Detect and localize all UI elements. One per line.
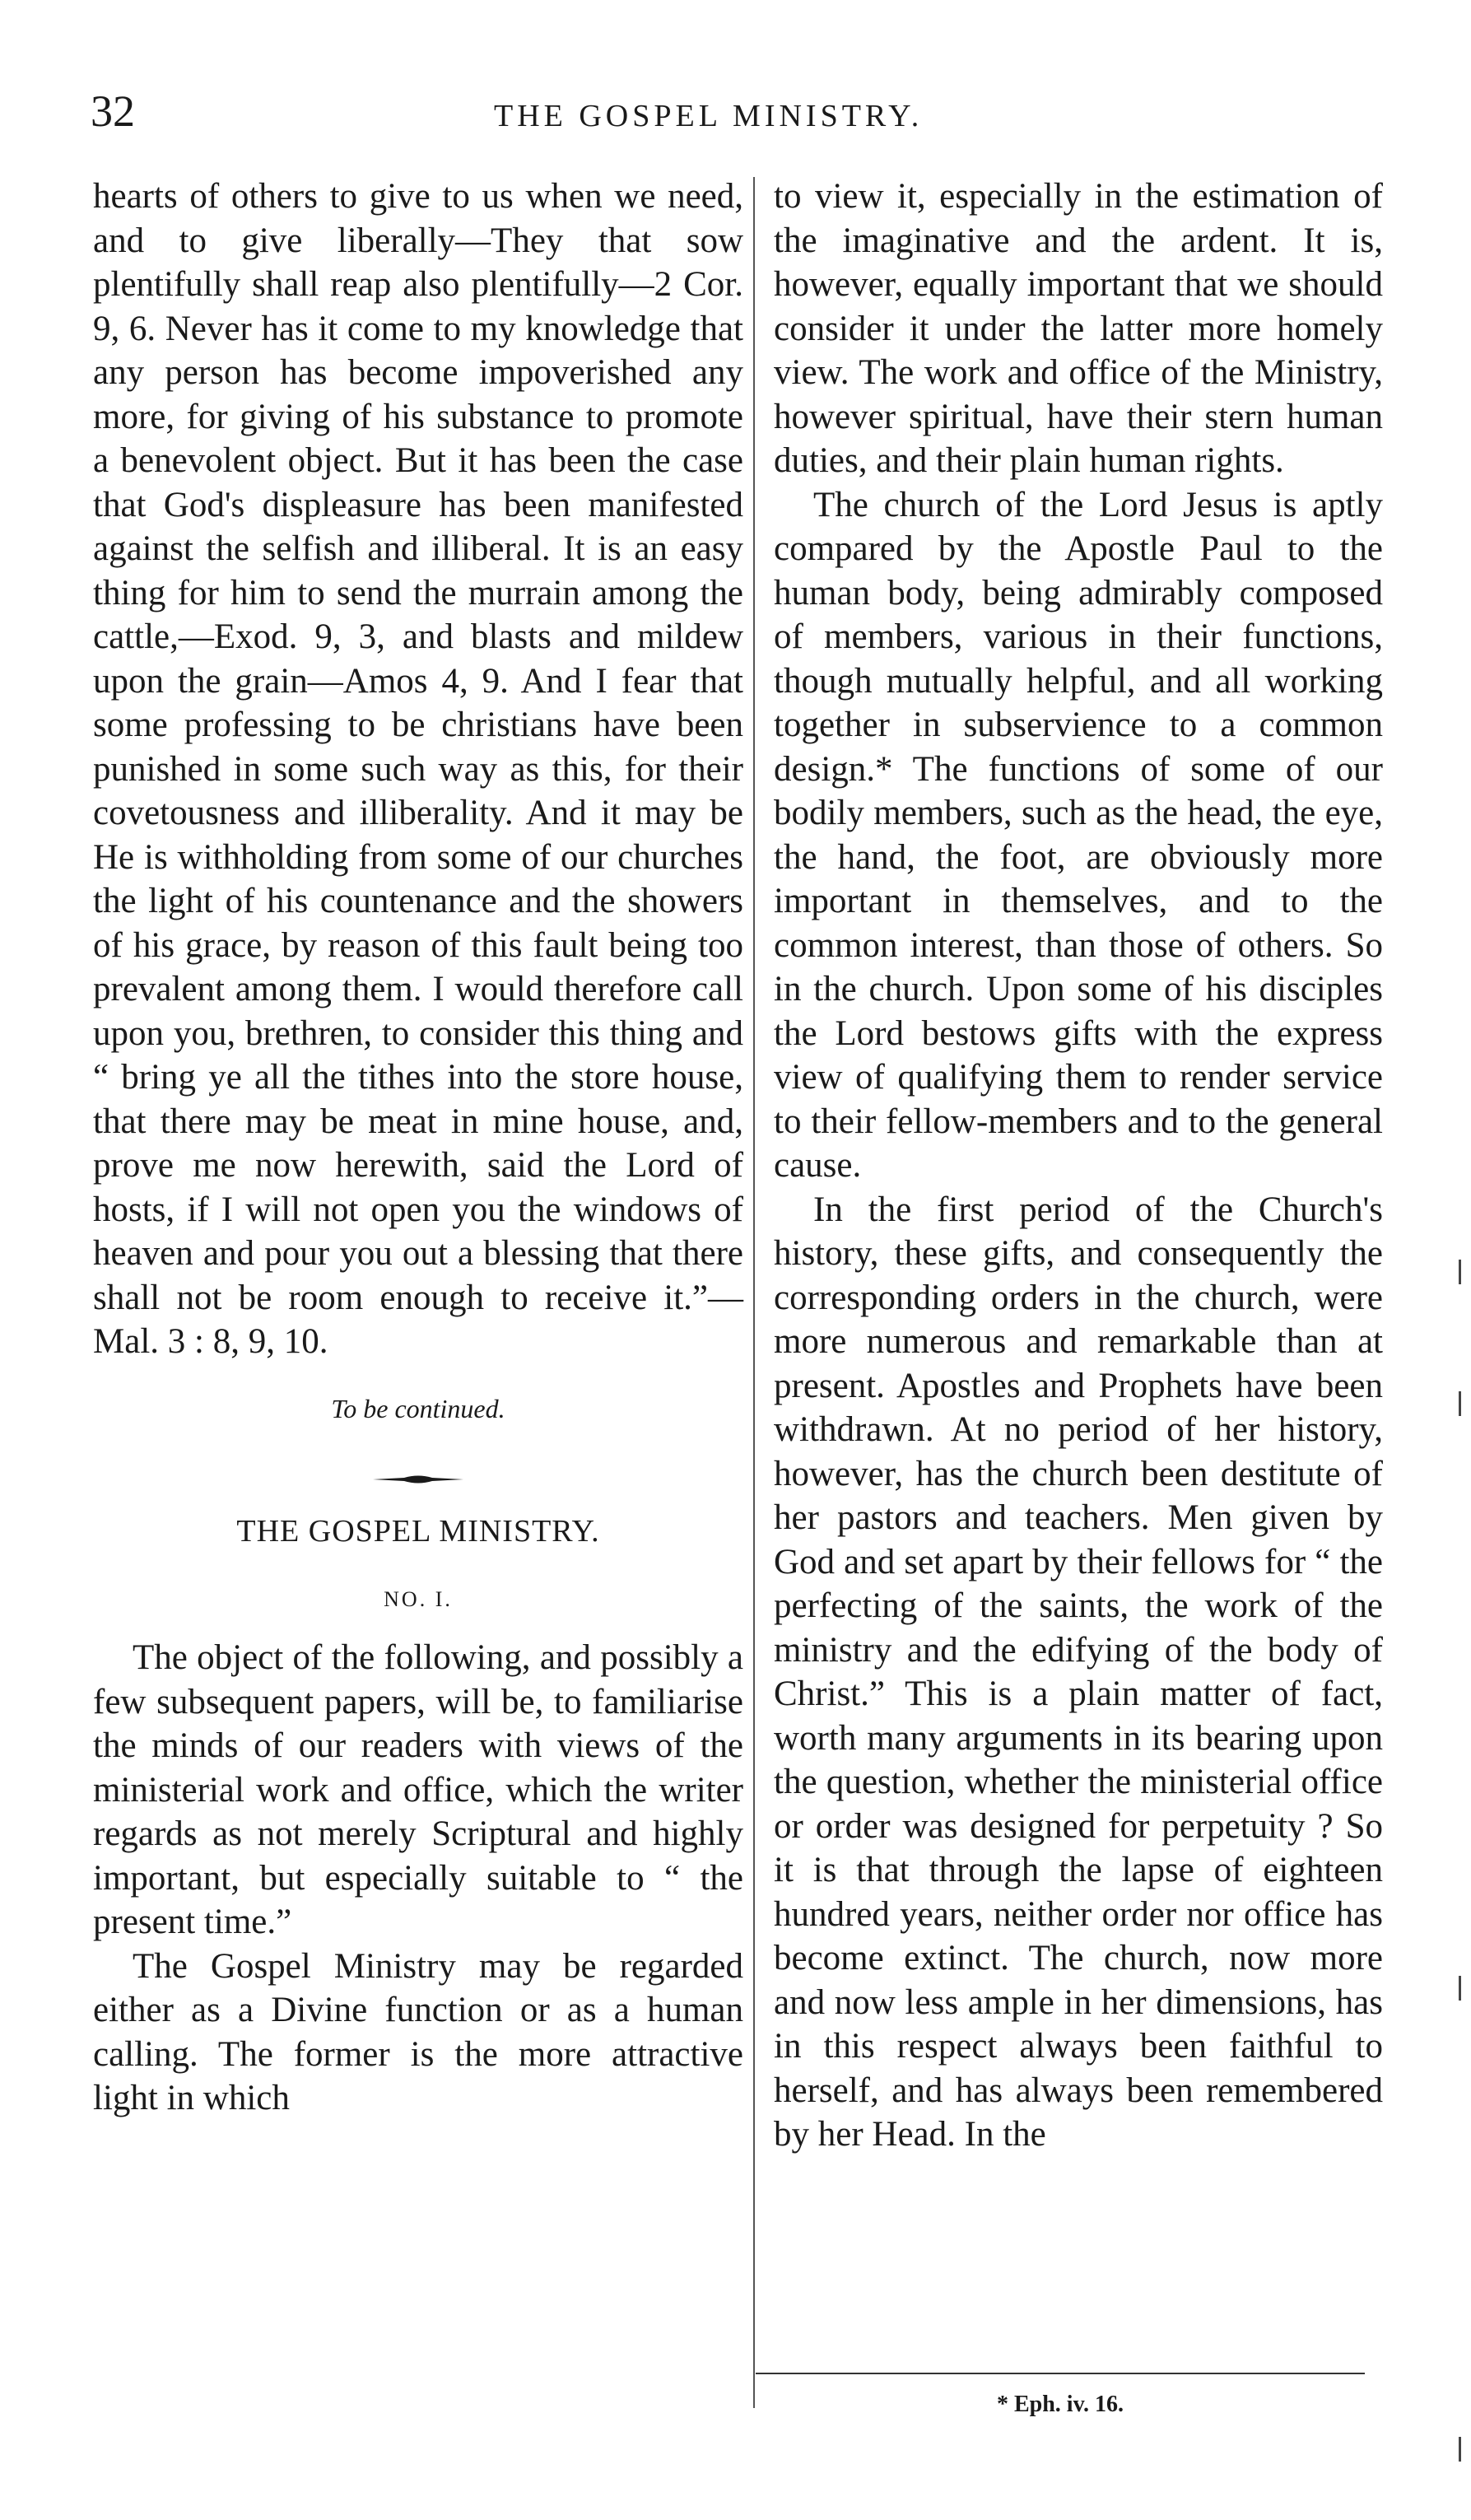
left-paragraph-3: The Gospel Ministry may be regarded either as a Divine function or as a human calling. The former is the more attractive light in which [93, 1946, 743, 2117]
page-edge-mark [1459, 1391, 1461, 1416]
section-title: THE GOSPEL MINISTRY. [236, 1514, 600, 1549]
left-paragraph-2: The object of the following, and possibly a few subsequent papers, will be, to familiarise the minds of our readers with views of the ministerial work and office, which the writer regards as not merely Scriptural and highly important, but especially suitable to “ the present time.” [93, 1638, 743, 1941]
footnote-rule [756, 2373, 1365, 2374]
footnote: * Eph. iv. 16. [996, 2392, 1124, 2417]
page-number: 32 [91, 86, 135, 136]
section-divider-ornament [93, 1474, 743, 1485]
left-column [93, 175, 743, 2121]
page-header [0, 82, 1471, 140]
running-title: THE GOSPEL MINISTRY. [494, 99, 924, 133]
continued-note: To be continued. [331, 1393, 505, 1423]
page-edge-mark [1459, 1260, 1461, 1284]
left-paragraph-1: hearts of others to give to us when we need, and to give liberally—They that sow plentifully shall reap also plentifully—2 Cor. 9, 6. Never has it come to my knowledge that any person has become impoverished any more, for giving of his substance to promote a benevolent object. But it has been the case that God's displeasure has been manifested against the selfish and illiberal. It is an easy thing for him to send the murrain among the cattle,—Exod. 9, 3, and blasts and mildew upon the grain—Amos 4, 9. And I fear that some professing to be christians have been punished in some such way as this, for their covetousness and illiberality. And it may be He is withholding from some of our churches the light of his countenance and the showers of his grace, by reason of this fault being too prevalent among them. I would therefore call upon you, brethren, to consider this thing and “ bring ye all the tithes into the store house, that there may be meat in mine house, and, prove me now herewith, said the Lord of hosts, if I will not open you the windows of heaven and pour you out a blessing that there shall not be room enough to receive it.”—Mal. 3 : 8, 9, 10. [93, 177, 743, 1361]
right-column [774, 175, 1383, 2157]
right-paragraph-2: The church of the Lord Jesus is aptly compared by the Apostle Paul to the human body, being admirably composed of members, various in their functions, though mutually helpful, and all working together in subservience to a common design.* The functions of some of our bodily members, such as the head, the eye, the hand, the foot, are obviously more important in themselves, and to the common interest, than those of others. So in the church. Upon some of his disciples the Lord bestows gifts with the express view of qualifying them to render service to their fellow-members and to the general cause. [774, 485, 1383, 1185]
right-paragraph-1: to view it, especially in the estimation of the imaginative and the ardent. It is, however, equally important that we should consider it under the latter more homely view. The work and office of the Ministry, however spiritual, have their stern human duties, and their plain human rights. [774, 177, 1383, 480]
section-number: NO. I. [384, 1586, 453, 1611]
column-divider [753, 177, 755, 2408]
right-paragraph-3: In the first period of the Church's history, these gifts, and consequently the corresponding orders in the church, were more numerous and remarkable than at present. Apostles and Prophets have been withdrawn. At no period of her history, however, has the church been destitute of her pastors and teachers. Men given by God and set apart by their fellows for “ the perfecting of the saints, the work of the ministry and the edifying of the body of Christ.” This is a plain matter of fact, worth many arguments in its bearing upon the question, whether the ministerial office or order was designed for perpetuity ? So it is that through the lapse of eighteen hundred years, neither order nor office has become extinct. The church, now more and now less ample in her dimensions, has in this respect always been faithful to herself, and has always been remembered by her Head. In the [774, 1190, 1383, 2154]
page-edge-mark [1459, 2437, 1461, 2462]
page-edge-mark [1459, 1976, 1461, 2001]
